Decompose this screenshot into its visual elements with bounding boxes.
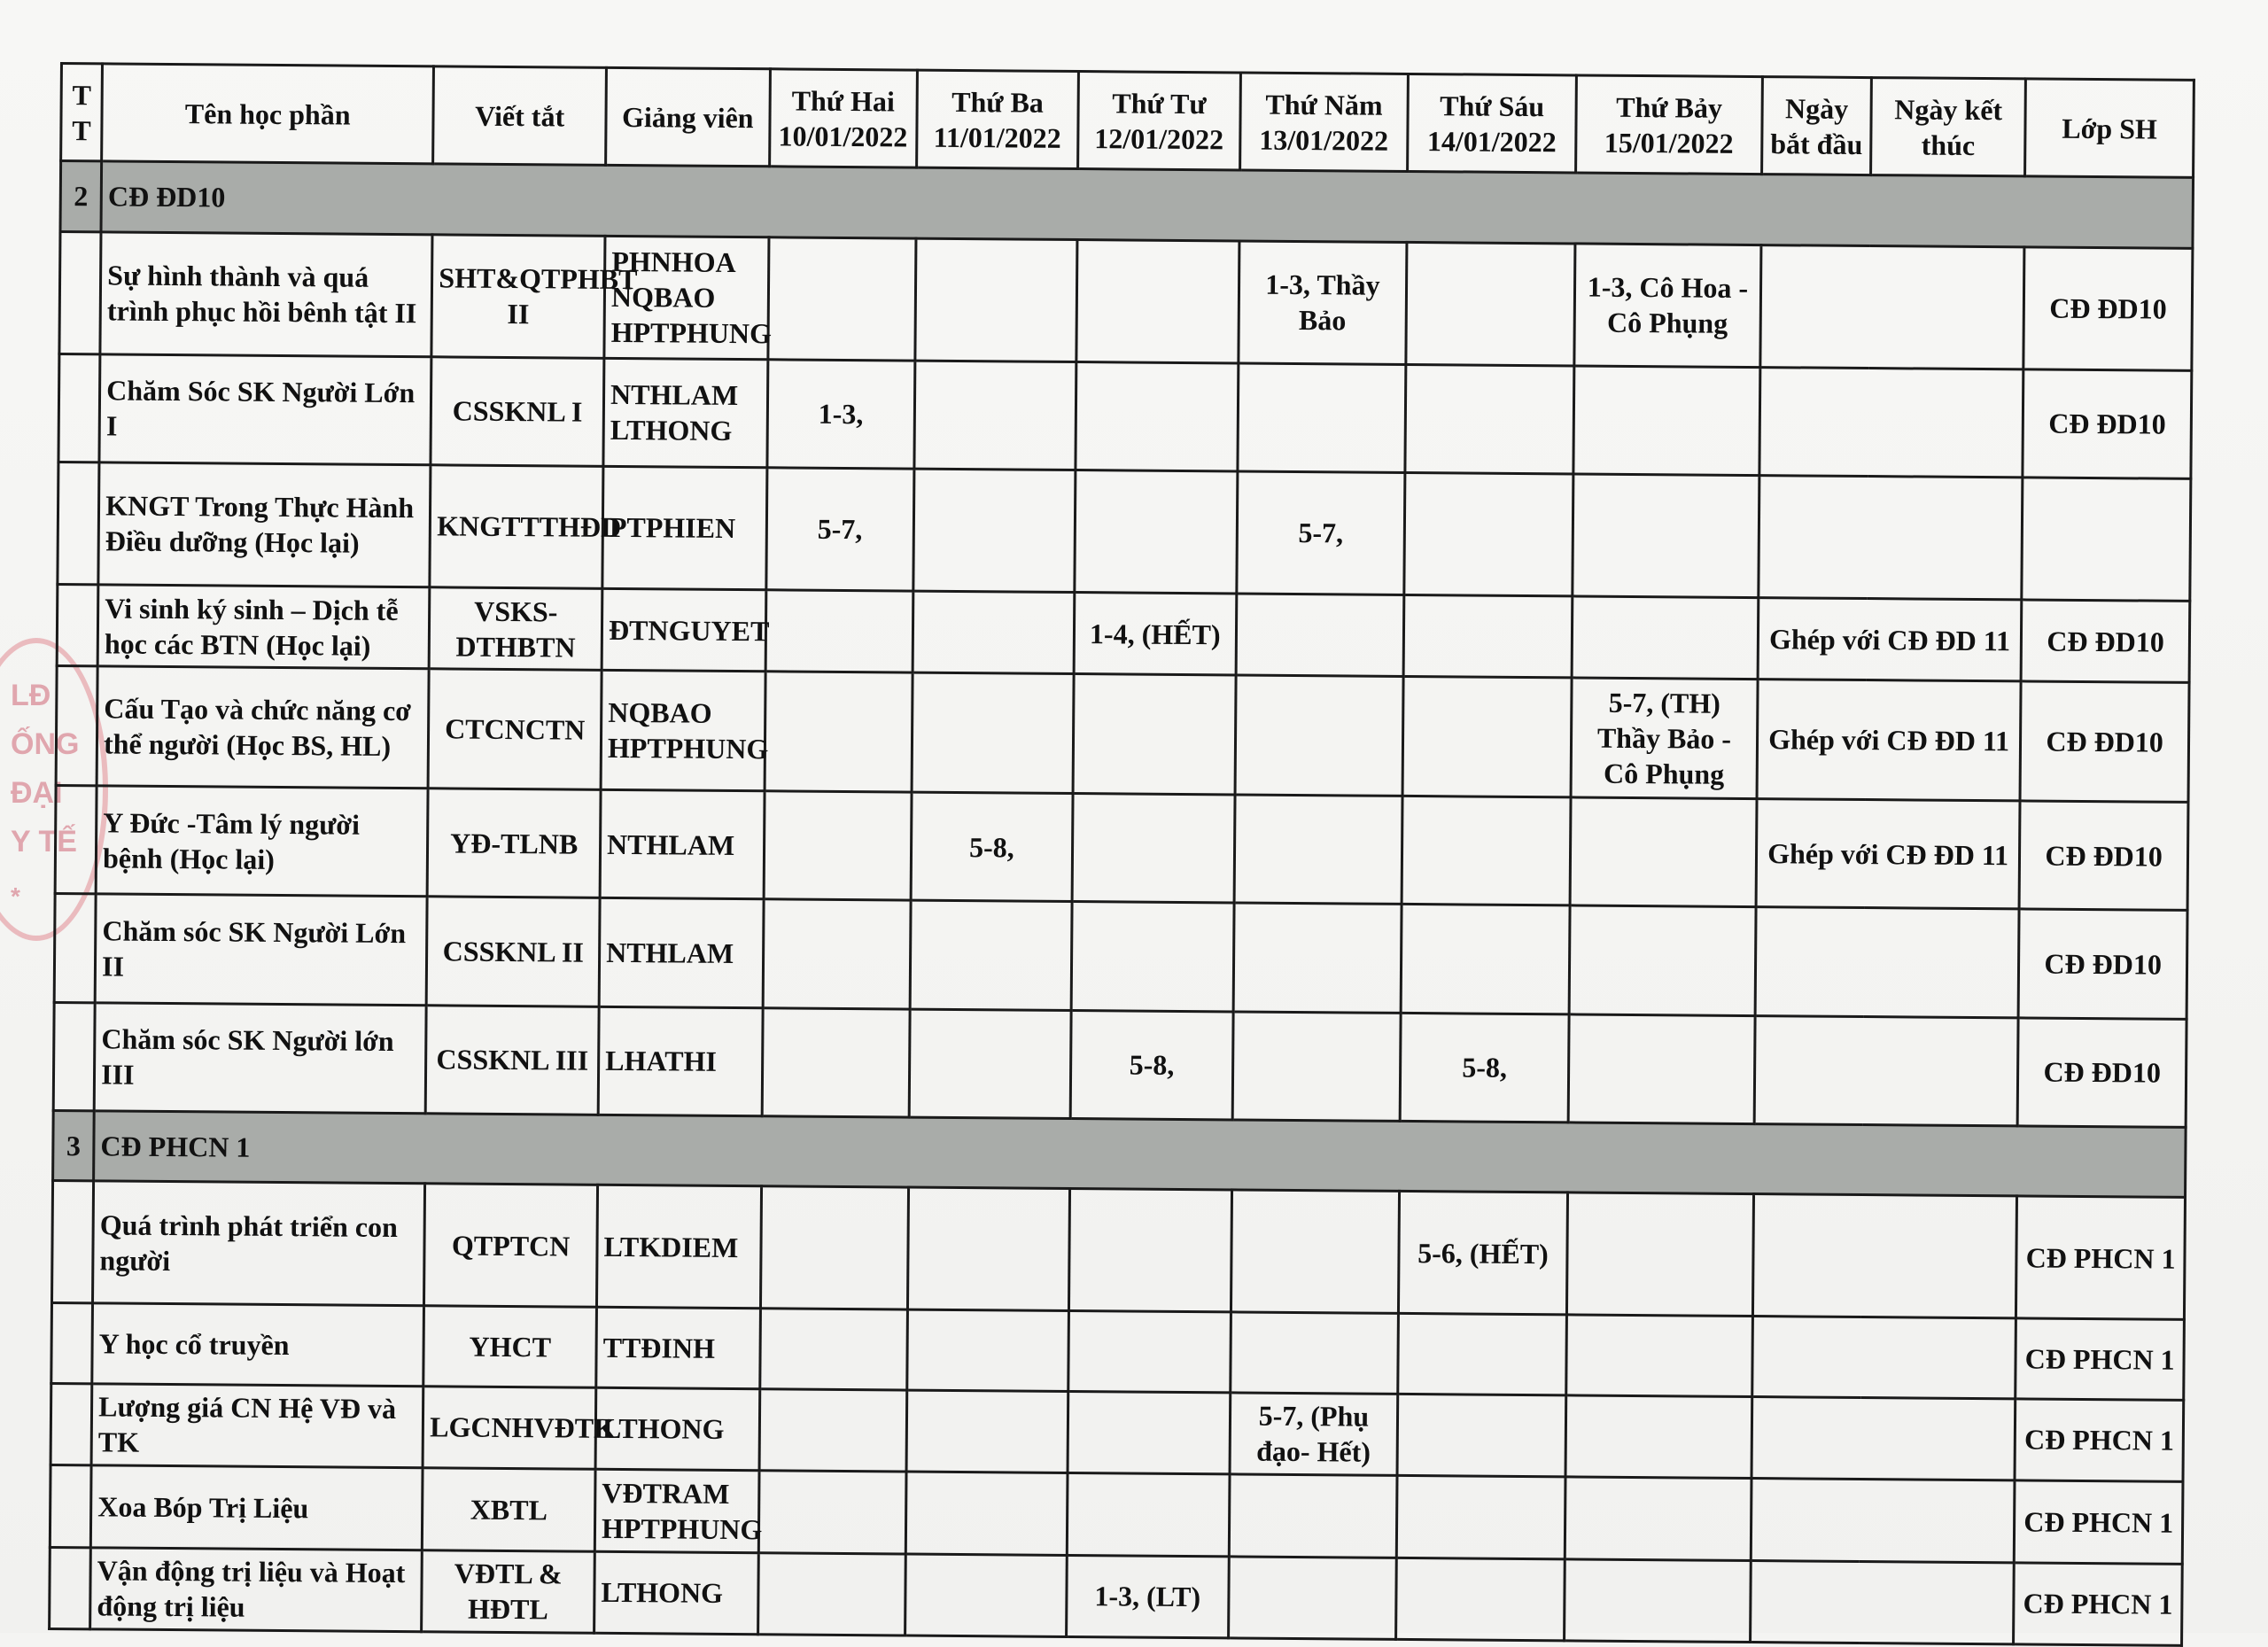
sat-cell [1566,1315,1753,1396]
abbr-cell: CSSKNL I [431,357,604,467]
thu-cell [1234,795,1403,905]
table-row [56,666,2189,803]
note-cell [1751,1396,2016,1480]
note-cell [1752,1317,2016,1399]
abbr-cell: SHT&QTPHBT II [431,234,605,358]
note-cell [1752,1194,2016,1318]
course-cell: Y học cổ truyền [92,1303,424,1386]
thu-cell [1231,1190,1400,1314]
fri-cell [1397,1394,1565,1477]
lecturer-cell: LTHONG [594,1551,758,1635]
lecturer-cell: LHATHI [598,1006,762,1116]
fri-cell [1402,796,1571,906]
lecturer-cell: NQBAO HPTPHUNG [601,671,765,791]
lecturer-cell: TTĐINH [596,1308,760,1389]
course-cell: Quá trình phát triển con người [93,1181,425,1306]
thu-cell [1232,1011,1402,1121]
mon-cell [760,1186,908,1309]
thu-cell: 1-3, Thầy Bảo [1238,241,1407,365]
tt-cell [50,1547,91,1629]
wed-cell [1068,1391,1230,1474]
wed-cell [1069,1189,1232,1313]
tue-cell [913,591,1075,674]
sat-cell [1566,1193,1753,1317]
mon-cell: 5-7, [765,468,913,591]
abbr-cell: KNGTTTHĐD [430,465,603,589]
note-cell [1760,245,2024,369]
tt-cell [51,1181,93,1303]
wed-cell [1071,902,1233,1012]
abbr-cell: LGCNHVĐTK [423,1386,595,1469]
tue-cell [907,1187,1070,1311]
col-header-class: Lớp SH [2025,79,2194,177]
tue-cell [909,1009,1071,1119]
table-row [53,1002,2186,1127]
note-cell: Ghép với CĐ ĐD 11 [1758,598,2022,682]
sat-cell: 5-7, (TH) Thầy Bảo - Cô Phụng [1571,678,1758,799]
mon-cell [759,1309,907,1390]
lecturer-cell: NTHLAM LTHONG [603,358,767,468]
wed-cell [1075,470,1238,594]
col-header-end: Ngày kết thúc [1871,78,2026,176]
course-cell: Chăm sóc SK Người Lớn II [95,894,427,1005]
sat-cell [1573,474,1759,598]
stamp-text: ĐẠI [11,776,63,810]
tue-cell [912,672,1075,793]
table-row [51,1181,2185,1320]
mon-cell [758,1471,906,1554]
mon-cell [765,672,913,792]
course-cell: Chăm sóc SK Người lớn III [94,1002,426,1113]
tue-cell [906,1390,1068,1473]
tue-cell [905,1554,1067,1637]
col-header-course: Tên học phần [102,64,434,164]
class-cell: CĐ ĐD10 [2021,600,2189,683]
mon-cell [762,1007,910,1116]
tue-cell [906,1309,1068,1391]
stamp-star: * [11,882,20,910]
tt-cell [55,786,97,894]
course-cell: Vận động trị liệu và Hoạt động trị liệu [90,1547,423,1631]
lecturer-cell: LTKDIEM [597,1185,762,1309]
fri-cell [1396,1475,1565,1558]
note-cell [1751,1560,2015,1644]
header-row [61,64,2194,178]
course-cell: Xoa Bóp Trị Liệu [90,1465,423,1550]
fri-cell: 5-6, (HẾT) [1399,1192,1568,1316]
table-row [58,353,2192,478]
tue-cell [905,1472,1068,1555]
fri-cell [1405,364,1574,474]
course-cell: Sự hình thành và quá trình phục hồi bênh tật II [100,232,432,357]
abbr-cell: YĐ-TLNB [427,789,601,898]
fri-cell [1398,1314,1566,1395]
stamp-text: ỐNG [11,727,80,761]
note-cell [1751,1479,2015,1563]
lecturer-cell: NTHLAM [600,790,764,900]
mon-cell [759,1388,907,1472]
tt-cell [59,231,101,353]
class-cell: CĐ ĐD10 [2018,909,2187,1019]
abbr-cell: VSKS-DTHBTN [429,587,602,671]
fri-cell [1403,594,1572,678]
table-row [54,894,2187,1019]
wed-cell [1072,794,1234,904]
col-header-abbr: Viết tắt [433,66,607,166]
abbr-cell: CTCNCTN [428,669,602,789]
schedule-table [48,62,2195,1647]
fri-cell [1396,1558,1565,1641]
tue-cell: 5-8, [911,792,1073,902]
tt-cell [50,1465,91,1548]
class-cell: CĐ ĐD10 [2017,1017,2186,1127]
course-cell: Cấu Tạo và chức năng cơ thể người (Học BS, HL) [97,666,429,789]
stamp-text: Y TẾ [11,825,77,858]
abbr-cell: XBTL [423,1468,595,1551]
col-header-sat: Thứ Bảy 15/01/2022 [1575,75,1762,175]
tt-cell [57,584,98,666]
abbr-cell: QTPTCN [424,1184,598,1308]
sat-cell [1572,596,1759,680]
lecturer-cell: LTHONG [595,1387,759,1471]
sat-cell [1565,1395,1752,1479]
fri-cell [1404,472,1573,596]
course-cell: Chăm Sóc SK Người Lớn I [99,354,431,465]
tue-cell [910,900,1072,1010]
table-row [55,786,2188,911]
lecturer-cell: PTPHIEN [602,466,767,590]
table-row [58,462,2191,601]
wed-cell: 1-3, (LT) [1067,1555,1229,1638]
sat-cell [1569,905,1756,1015]
thu-cell [1236,594,1404,677]
group-number: 3 [53,1110,95,1181]
group-number: 2 [60,161,102,232]
thu-cell: 5-7, (Phụ đạo- Hết) [1230,1393,1398,1476]
sat-cell [1573,366,1760,476]
tt-cell [51,1303,93,1384]
wed-cell [1076,239,1239,363]
note-cell: Ghép với CĐ ĐD 11 [1757,680,2021,801]
group-name: CĐ PHCN 1 [94,1111,2186,1198]
course-cell: KNGT Trong Thực Hành Điều dưỡng (Học lại) [98,462,431,587]
class-cell: CĐ PHCN 1 [2015,1399,2183,1482]
mon-cell [767,237,915,360]
class-cell: CĐ PHCN 1 [2016,1196,2186,1320]
wed-cell: 5-8, [1070,1010,1232,1120]
class-cell: CĐ PHCN 1 [2016,1318,2184,1400]
tue-cell [915,238,1078,362]
thu-cell [1235,675,1404,796]
tue-cell [914,361,1076,470]
sat-cell [1564,1558,1751,1642]
col-header-lecturer: Giảng viên [606,67,770,166]
mon-cell [757,1552,905,1635]
tt-cell [53,1002,95,1110]
lecturer-cell: PHNHOA NQBAO HPTPHUNG [604,236,769,360]
fri-cell: 5-8, [1400,1013,1569,1123]
sat-cell [1570,797,1757,907]
abbr-cell: CSSKNL II [426,897,600,1006]
course-cell: Lượng giá CN Hệ VĐ và TK [91,1384,423,1468]
col-header-start: Ngày bắt đầu [1762,77,1872,175]
col-header-thu: Thứ Năm 13/01/2022 [1239,73,1408,171]
class-cell: CĐ ĐD10 [2019,801,2188,911]
class-cell: CĐ ĐD10 [2023,369,2192,479]
class-cell: CĐ PHCN 1 [2015,1480,2183,1564]
note-cell [1754,1015,2018,1125]
note-cell [1759,475,2023,599]
fri-cell [1402,677,1572,797]
thu-cell [1233,903,1402,1013]
wed-cell [1073,674,1236,795]
note-cell [1759,367,2023,477]
sat-cell: 1-3, Cô Hoa - Cô Phụng [1574,244,1761,368]
fri-cell [1401,905,1570,1014]
col-header-tt: T T [61,64,103,161]
class-cell: CĐ PHCN 1 [2014,1562,2182,1645]
note-cell [1755,907,2019,1017]
tt-cell [58,353,100,462]
note-cell: Ghép với CĐ ĐD 11 [1756,799,2020,909]
sat-cell [1568,1014,1755,1123]
tue-cell [913,469,1076,593]
col-header-fri: Thứ Sáu 14/01/2022 [1408,74,1576,172]
abbr-cell: CSSKNL III [425,1005,599,1115]
class-cell [2022,478,2191,602]
lecturer-cell: ĐTNGUYET [602,588,765,672]
thu-cell [1228,1556,1396,1639]
lecturer-cell: VĐTRAM HPTPHUNG [594,1469,758,1552]
stamp-text: LĐ [11,679,51,712]
wed-cell [1068,1311,1231,1393]
class-cell: CĐ ĐD10 [2020,681,2189,802]
group-name: CĐ ĐD10 [101,161,2193,248]
wed-cell [1076,361,1238,471]
col-header-wed: Thứ Tư 12/01/2022 [1078,72,1240,170]
table-row [59,231,2193,370]
mon-cell [765,590,913,673]
class-cell: CĐ ĐD10 [2023,247,2193,371]
tt-cell [58,462,99,584]
mon-cell [763,899,911,1008]
mon-cell: 1-3, [766,360,914,469]
thu-cell: 5-7, [1236,471,1405,595]
wed-cell: 1-4, (HẾT) [1074,592,1236,675]
table-row [50,1547,2183,1645]
tt-cell [56,666,97,786]
tt-cell [50,1383,92,1465]
thu-cell [1237,363,1406,473]
course-cell: Y Đức -Tâm lý người bệnh (Học lại) [96,786,428,897]
thu-cell [1230,1312,1398,1394]
thu-cell [1229,1474,1397,1558]
sat-cell [1565,1477,1751,1560]
course-cell: Vi sinh ký sinh – Dịch tễ học các BTN (Học lại) [97,585,430,669]
col-header-mon: Thứ Hai 10/01/2022 [769,69,917,167]
mon-cell [764,791,912,900]
col-header-tue: Thứ Ba 11/01/2022 [916,70,1078,168]
tt-cell [54,894,96,1002]
wed-cell [1067,1473,1229,1557]
fri-cell [1406,242,1575,366]
lecturer-cell: NTHLAM [599,898,763,1008]
abbr-cell: VĐTL & HĐTL [422,1550,594,1633]
abbr-cell: YHCT [423,1306,596,1387]
